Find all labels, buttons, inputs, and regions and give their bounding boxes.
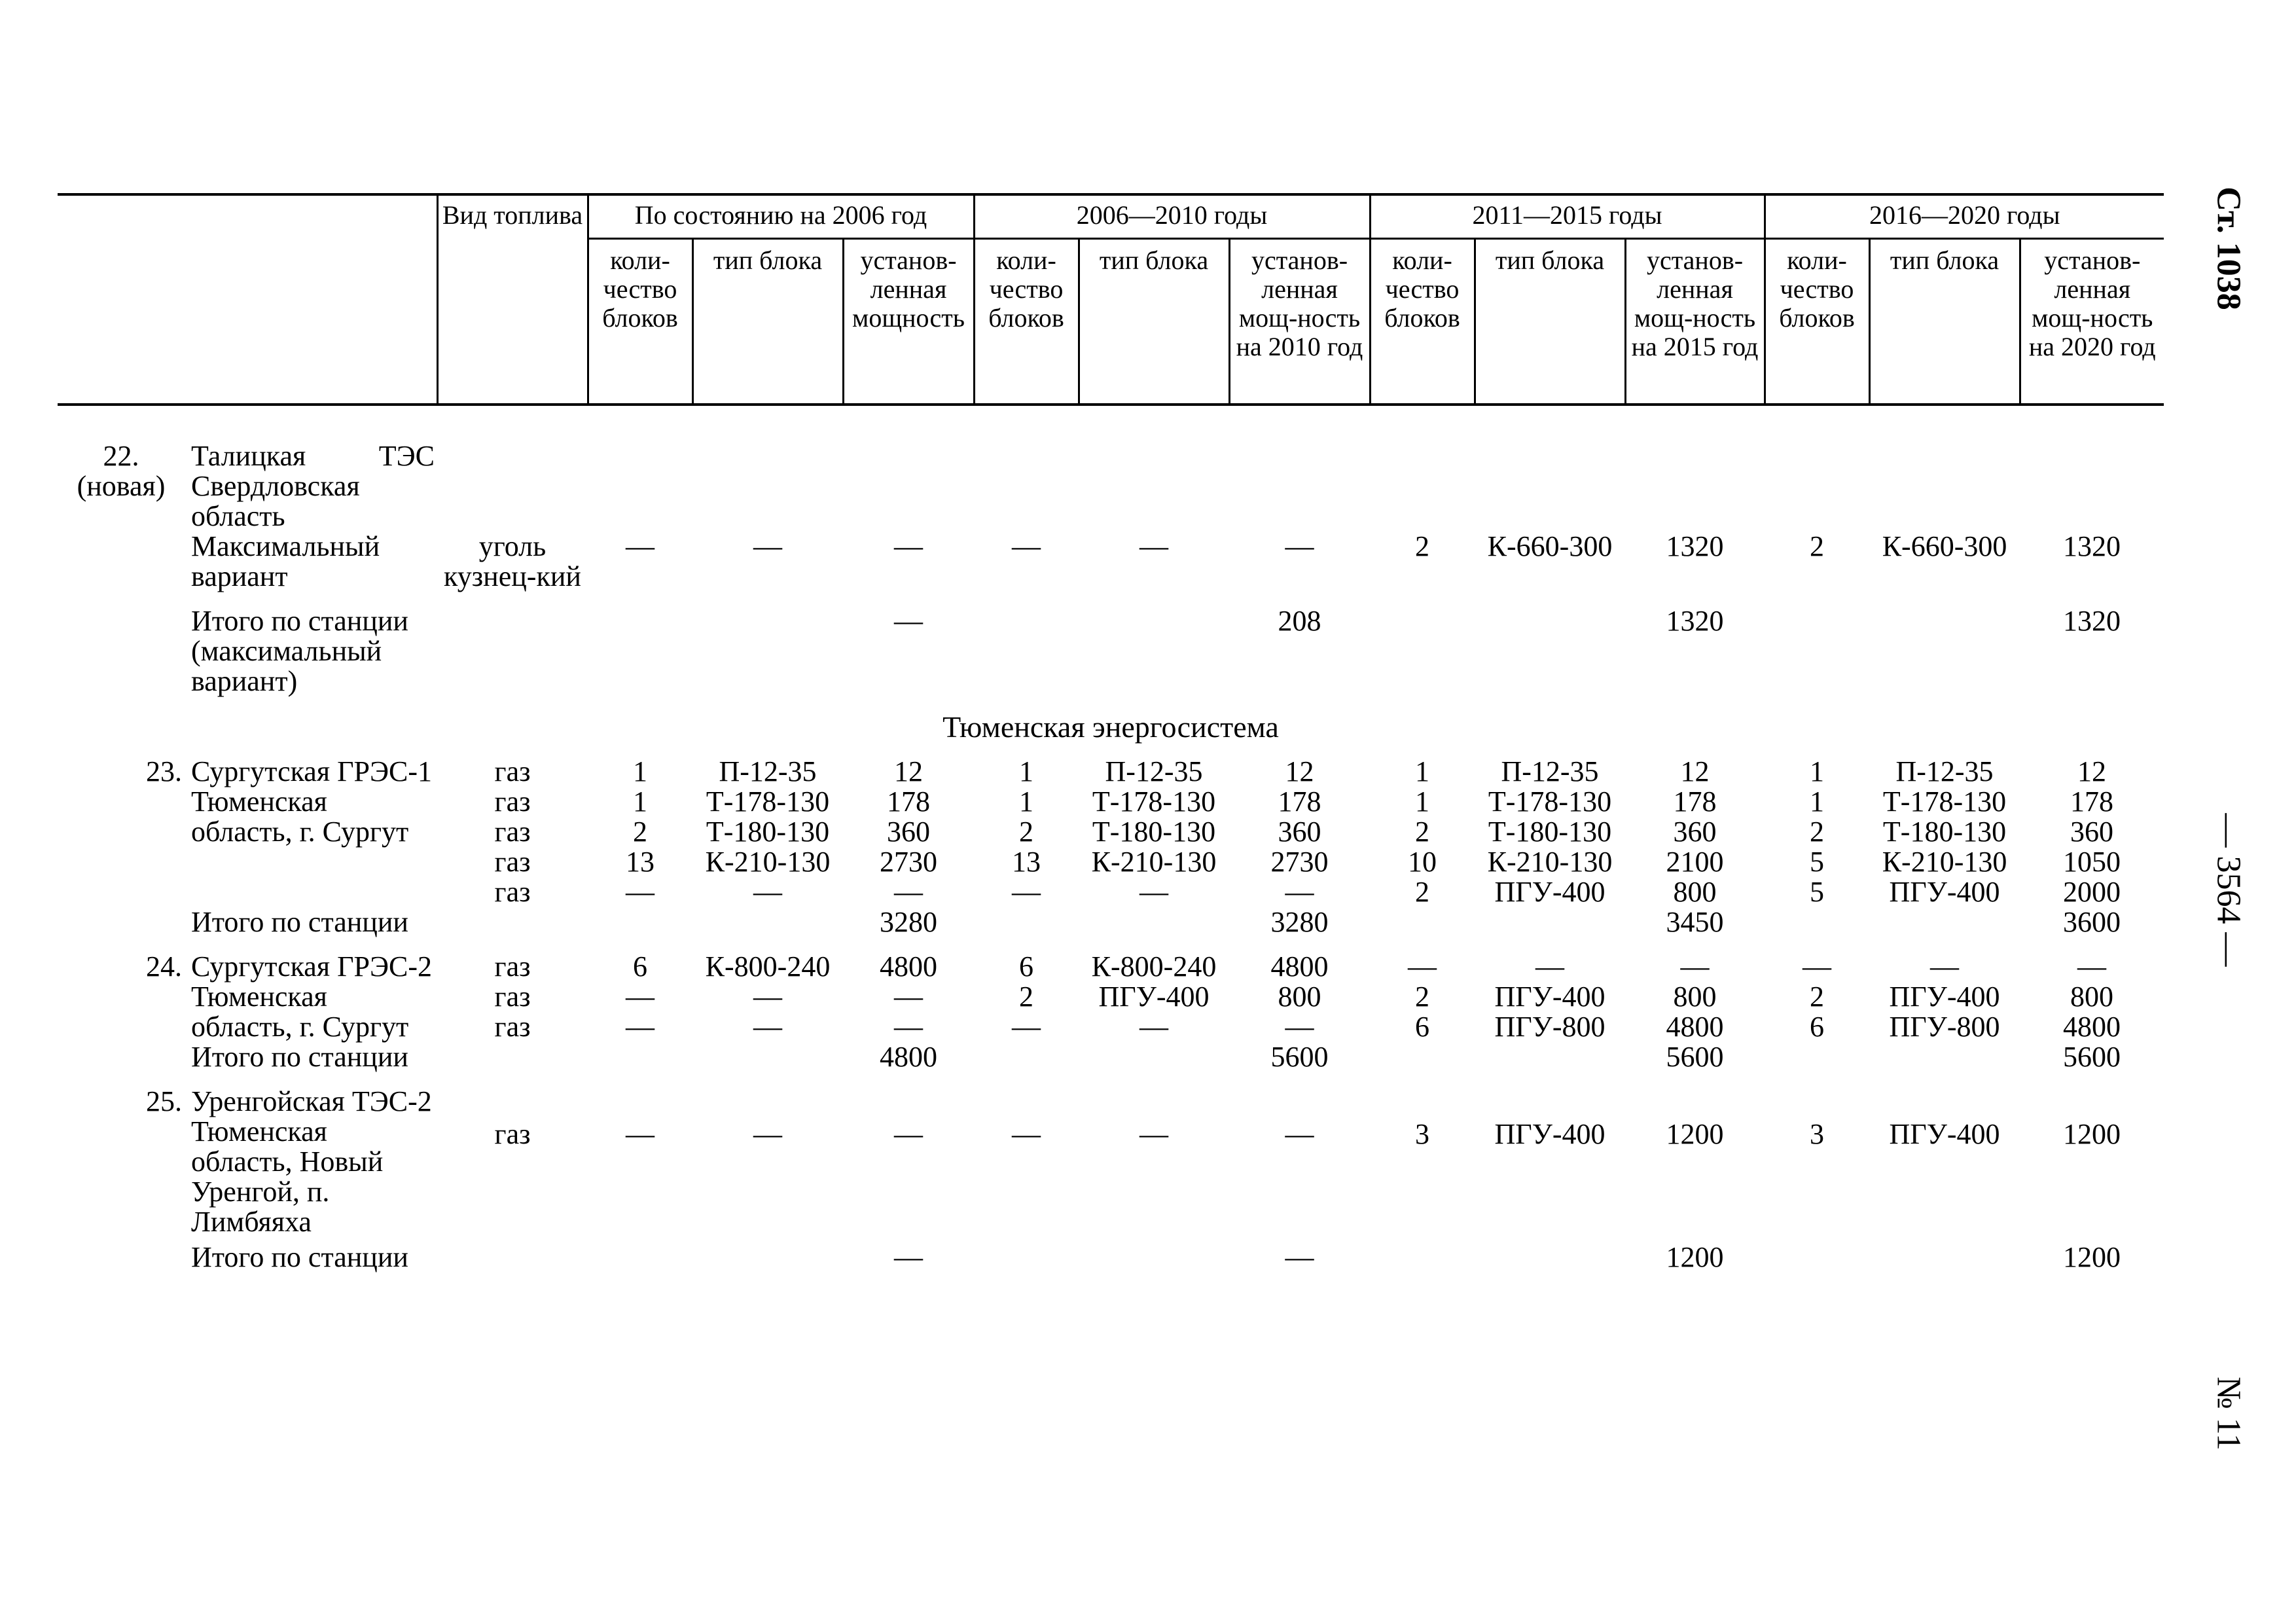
table-cell: 2 — [1019, 981, 1033, 1013]
station-name: Талицкая ТЭС Свердловская область — [191, 440, 435, 532]
total-label: Итого по станции (максимальный вариант) — [191, 605, 408, 697]
header-period-2016-2020: 2016—2020 годы — [1765, 194, 2164, 239]
table-cell: — — [1012, 530, 1041, 562]
table-cell: 2 — [1415, 981, 1429, 1013]
table-cell: 1050 — [2063, 846, 2121, 878]
table-cell: 1200 — [1666, 1118, 1724, 1150]
table-cell: 1320 — [2063, 530, 2121, 562]
table-cell: — — [1012, 1011, 1041, 1043]
fuel-cell: газ — [494, 1011, 531, 1043]
table-cell: Т-180-130 — [706, 816, 830, 848]
table-cell: 2 — [1019, 816, 1033, 848]
fuel-cell: газ — [494, 755, 531, 787]
table-cell: — — [626, 1011, 655, 1043]
station-name: Уренгойская ТЭС-2 Тюменская область, Новый Уренгой, п. Лимбяяха — [191, 1085, 432, 1238]
table-cell: 1 — [1810, 755, 1825, 787]
table-cell: — — [753, 1118, 782, 1150]
table-cell: 800 — [1673, 981, 1717, 1013]
total-cell: 208 — [1278, 605, 1321, 637]
table-cell: 360 — [1278, 816, 1321, 848]
header-period-2006-2010: 2006—2010 годы — [974, 194, 1370, 239]
total-label: Итого по станции — [191, 906, 408, 938]
region-row — [58, 696, 2164, 757]
table-cell: — — [626, 1118, 655, 1150]
table-cell: 5 — [1810, 846, 1825, 878]
table-cell: К-210-130 — [1091, 846, 1217, 878]
table-cell: Т-180-130 — [1882, 816, 2007, 848]
page-label: Ст. 1038 — [2210, 187, 2248, 310]
table-cell: — — [1012, 1118, 1041, 1150]
header-blank — [58, 194, 437, 405]
table-cell: 2 — [1810, 816, 1825, 848]
table-cell: 12 — [1285, 755, 1314, 787]
table-cell: — — [1285, 530, 1314, 562]
table-cell: 2 — [1415, 876, 1429, 908]
station-number: 23. — [146, 755, 182, 787]
table-cell: 6 — [633, 950, 647, 983]
header-period-2006: По состоянию на 2006 год — [588, 194, 974, 239]
header-capacity: установ-ленная мощ-ность на 2015 год — [1625, 239, 1765, 405]
table-cell: 6 — [1810, 1011, 1825, 1043]
table-cell: Т-178-130 — [1092, 785, 1216, 818]
table-cell: — — [1408, 950, 1437, 983]
header-type: тип блока — [1079, 239, 1229, 405]
table-cell: К-800-240 — [1091, 950, 1217, 983]
page-number: — 3564 — — [2210, 813, 2248, 967]
table-cell: ПГУ-800 — [1889, 1011, 2000, 1043]
table-cell: П-12-35 — [1501, 755, 1599, 787]
table-cell: — — [2077, 950, 2107, 983]
total-label: Итого по станции — [191, 1241, 408, 1273]
table-cell: 4800 — [1666, 1011, 1724, 1043]
table-cell: — — [753, 876, 782, 908]
table-cell: ПГУ-400 — [1494, 1118, 1605, 1150]
header-capacity: установ-ленная мощ-ность на 2020 год — [2020, 239, 2164, 405]
table-cell: 6 — [1415, 1011, 1429, 1043]
table-cell: Т-178-130 — [706, 785, 830, 818]
fuel-cell: газ — [494, 950, 531, 983]
table-cell: К-210-130 — [705, 846, 831, 878]
table-cell: 6 — [1019, 950, 1033, 983]
table-cell: ПГУ-400 — [1494, 876, 1605, 908]
station-name: Сургутская ГРЭС-1 Тюменская область, г. Сургут — [191, 755, 433, 848]
station-number: 22. (новая) — [77, 440, 166, 502]
table-cell: 360 — [2070, 816, 2114, 848]
table-cell: 178 — [1673, 785, 1717, 818]
table-cell: 1 — [1415, 755, 1429, 787]
table-cell: 1 — [633, 755, 647, 787]
table-cell: 178 — [1278, 785, 1321, 818]
total-row — [58, 1242, 2164, 1272]
total-cell: 5600 — [2063, 1041, 2121, 1073]
table-cell: — — [753, 530, 782, 562]
table-cell: 178 — [2070, 785, 2114, 818]
table-cell: — — [894, 1011, 923, 1043]
table-cell: — — [1930, 950, 1960, 983]
total-cell: 3600 — [2063, 906, 2121, 938]
table-cell: 360 — [1673, 816, 1717, 848]
table-cell: Т-180-130 — [1488, 816, 1612, 848]
table-cell: 12 — [1680, 755, 1710, 787]
total-label: Итого по станции — [191, 1041, 408, 1073]
table-cell: П-12-35 — [1895, 755, 1994, 787]
table-cell: 12 — [2077, 755, 2107, 787]
table-cell: 1320 — [1666, 530, 1724, 562]
table-cell: 1 — [1810, 785, 1825, 818]
table-cell: — — [894, 1118, 923, 1150]
region-title: Тюменская энергосистема — [942, 710, 1279, 744]
table-cell: 4800 — [1270, 950, 1329, 983]
table-cell: К-660-300 — [1882, 530, 2007, 562]
fuel-cell: газ — [494, 981, 531, 1013]
table-cell: 1 — [1415, 785, 1429, 818]
header-capacity: установ-ленная мощность — [843, 239, 974, 405]
table-row — [58, 952, 2164, 982]
table-cell: — — [1139, 1011, 1168, 1043]
table-cell: 1200 — [2063, 1118, 2121, 1150]
total-cell: 1320 — [1666, 605, 1724, 637]
total-cell: 4800 — [880, 1041, 937, 1073]
table-cell: — — [1535, 950, 1564, 983]
table-cell: 12 — [894, 755, 923, 787]
total-row — [58, 1042, 2164, 1072]
total-cell: 5600 — [1270, 1041, 1329, 1073]
table-cell: — — [626, 876, 655, 908]
table-cell: 2 — [1810, 981, 1825, 1013]
table-cell: 3 — [1810, 1118, 1825, 1150]
header-type: тип блока — [1869, 239, 2020, 405]
table-cell: — — [894, 530, 923, 562]
table-cell: 178 — [887, 785, 930, 818]
table-cell: 2000 — [2063, 876, 2121, 908]
fuel-cell: газ — [494, 846, 531, 878]
header-type: тип блока — [1475, 239, 1625, 405]
table-cell: — — [1285, 876, 1314, 908]
table-row — [58, 532, 2164, 592]
table-row — [58, 1087, 2164, 1237]
table-cell: 2 — [1415, 816, 1429, 848]
table-cell: — — [753, 1011, 782, 1043]
table-cell: — — [626, 530, 655, 562]
table-cell: — — [1139, 1118, 1168, 1150]
fuel-cell: газ — [494, 816, 531, 848]
table-cell: Т-180-130 — [1092, 816, 1216, 848]
station-number: 24. — [146, 950, 182, 983]
table-cell: 13 — [1012, 846, 1041, 878]
total-cell: 3280 — [1270, 906, 1329, 938]
table-cell: ПГУ-400 — [1889, 1118, 2000, 1150]
table-cell: — — [894, 981, 923, 1013]
total-cell: 5600 — [1666, 1041, 1724, 1073]
table-cell: — — [1139, 876, 1168, 908]
table-cell: 1 — [633, 785, 647, 818]
table-cell: ПГУ-800 — [1494, 1011, 1605, 1043]
table-cell: ПГУ-400 — [1098, 981, 1210, 1013]
table-cell: К-210-130 — [1882, 846, 2007, 878]
total-cell: 3450 — [1666, 906, 1724, 938]
fuel-cell: уголь кузнец-кий — [444, 530, 581, 592]
table-cell: 5 — [1810, 876, 1825, 908]
header-capacity: установ-ленная мощ-ность на 2010 год — [1229, 239, 1370, 405]
table-cell: 800 — [1673, 876, 1717, 908]
total-row — [58, 606, 2164, 696]
table-cell: 2100 — [1666, 846, 1724, 878]
table-cell: 360 — [887, 816, 930, 848]
table-cell: Т-178-130 — [1488, 785, 1612, 818]
table-cell: 4800 — [880, 950, 937, 983]
total-cell: 1320 — [2063, 605, 2121, 637]
table-cell: 2730 — [880, 846, 937, 878]
table-cell: — — [626, 981, 655, 1013]
header-count: коли-чество блоков — [588, 239, 692, 405]
fuel-cell: газ — [494, 1118, 531, 1150]
table-cell: 10 — [1408, 846, 1437, 878]
table-cell: — — [1285, 1011, 1314, 1043]
total-row — [58, 907, 2164, 937]
total-cell: 3280 — [880, 906, 937, 938]
table-cell: П-12-35 — [1105, 755, 1203, 787]
table-cell: 13 — [626, 846, 655, 878]
table-cell: — — [753, 981, 782, 1013]
station-name: Сургутская ГРЭС-2 Тюменская область, г. Сургут — [191, 950, 433, 1043]
table-row — [58, 441, 2164, 532]
table-cell: — — [1803, 950, 1832, 983]
issue-number: № 11 — [2210, 1377, 2248, 1451]
header-fuel: Вид топлива — [437, 194, 588, 405]
table-cell: — — [1012, 876, 1041, 908]
total-cell: — — [894, 1241, 923, 1273]
total-cell: 1200 — [1666, 1241, 1724, 1273]
variant-label: Максимальный вариант — [191, 530, 380, 592]
table-cell: Т-178-130 — [1882, 785, 2007, 818]
table-cell: 800 — [2070, 981, 2114, 1013]
table-cell: П-12-35 — [719, 755, 817, 787]
power-plants-table — [58, 193, 2164, 1272]
header-period-2011-2015: 2011—2015 годы — [1370, 194, 1765, 239]
total-cell: — — [894, 605, 923, 637]
header-row-periods — [58, 194, 2164, 239]
header-count: коли-чество блоков — [1370, 239, 1475, 405]
table-cell: — — [894, 876, 923, 908]
table-cell: 4800 — [2063, 1011, 2121, 1043]
table-cell: 2 — [1415, 530, 1429, 562]
header-type: тип блока — [692, 239, 843, 405]
table-body — [58, 405, 2164, 1272]
table-cell: К-210-130 — [1487, 846, 1613, 878]
table-cell: 2730 — [1270, 846, 1329, 878]
total-cell: 1200 — [2063, 1241, 2121, 1273]
table-row — [58, 757, 2164, 787]
document-table-container — [58, 193, 2164, 1272]
table-cell: ПГУ-400 — [1889, 981, 2000, 1013]
table-cell: 3 — [1415, 1118, 1429, 1150]
table-cell: К-660-300 — [1487, 530, 1613, 562]
table-cell: ПГУ-400 — [1494, 981, 1605, 1013]
table-cell: 800 — [1278, 981, 1321, 1013]
total-cell: — — [1285, 1241, 1314, 1273]
table-cell: — — [1680, 950, 1710, 983]
header-count: коли-чество блоков — [1765, 239, 1869, 405]
table-cell: К-800-240 — [705, 950, 831, 983]
table-cell: 1 — [1019, 785, 1033, 818]
fuel-cell: газ — [494, 785, 531, 818]
table-cell: 1 — [1019, 755, 1033, 787]
table-cell: 2 — [1810, 530, 1825, 562]
station-number: 25. — [146, 1085, 182, 1117]
table-cell: ПГУ-400 — [1889, 876, 2000, 908]
table-cell: 2 — [633, 816, 647, 848]
table-cell: — — [1139, 530, 1168, 562]
header-count: коли-чество блоков — [974, 239, 1079, 405]
fuel-cell: газ — [494, 876, 531, 908]
table-cell: — — [1285, 1118, 1314, 1150]
